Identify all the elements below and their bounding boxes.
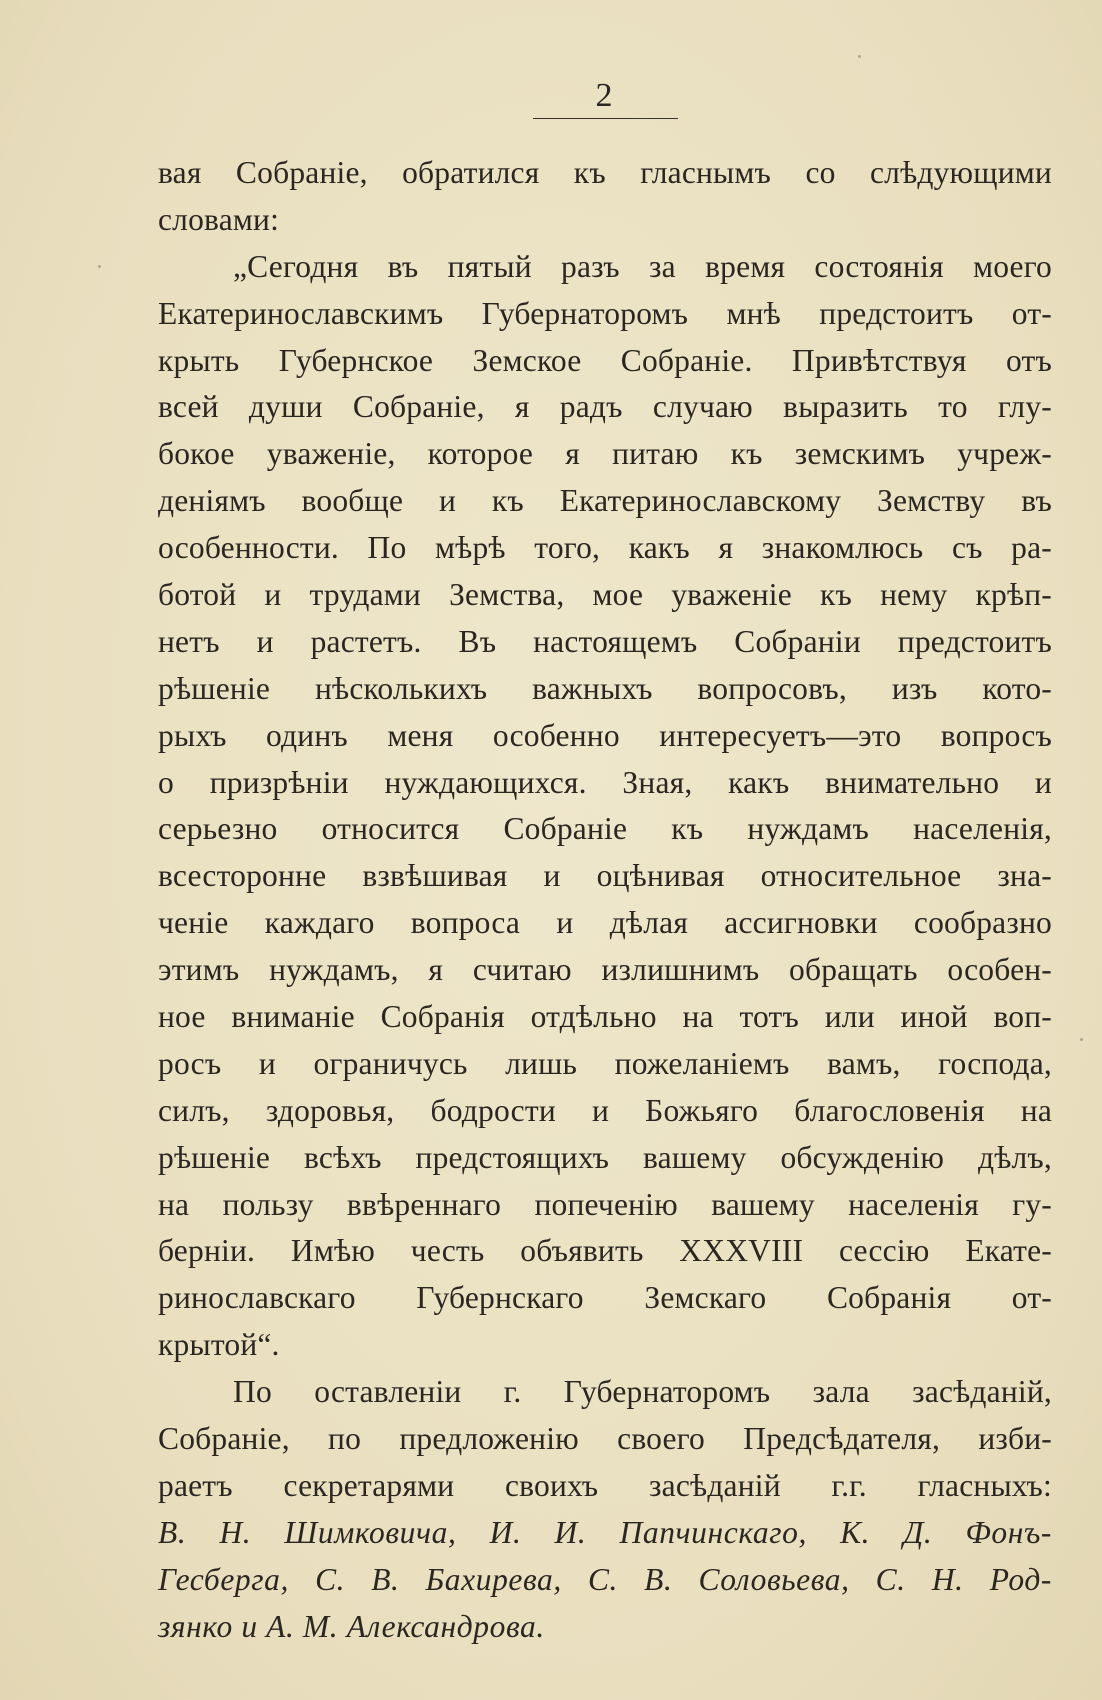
- secretaries-line-1: В. Н. Шимковича, И. И. Папчинскаго, К. Д. Фонъ-: [158, 1514, 1052, 1550]
- text-line-24: берніи. Имѣю честь объявить XXXVIII сессію Екате-: [158, 1233, 1052, 1269]
- text-line-10: ботой и трудами Земства, мое уваженіе къ нему крѣп-: [158, 577, 1052, 613]
- text-line-18: этимъ нуждамъ, я считаю излишнимъ обращать особен-: [158, 952, 1052, 988]
- text-line-21: силъ, здоровья, бодрости и Божьяго благословенія на: [158, 1092, 1052, 1128]
- text-line-23: на пользу ввѣреннаго попеченію вашему населенія гу-: [158, 1186, 1052, 1222]
- page-number: 2: [595, 77, 613, 114]
- secretaries-line-3: зянко и А. М. Александрова.: [158, 1608, 545, 1644]
- text-line-8: деніямъ вообще и къ Екатеринославскому Земству въ: [158, 483, 1052, 519]
- text-line-9: особенности. По мѣрѣ того, какъ я знакомлюсь съ ра-: [158, 530, 1052, 566]
- paper-speck: [98, 265, 101, 268]
- text-line-13: рыхъ одинъ меня особенно интересуетъ—это вопросъ: [158, 717, 1052, 753]
- text-line-26: крытой“.: [158, 1327, 280, 1363]
- text-line-22: рѣшеніе всѣхъ предстоящихъ вашему обсужденію дѣлъ,: [158, 1139, 1052, 1175]
- text-line-20: росъ и ограничусь лишь пожеланіемъ вамъ, господа,: [158, 1045, 1052, 1081]
- text-line-1: вая Собраніе, обратился къ гласнымъ со слѣдующими: [158, 155, 1052, 190]
- text-line-29: раетъ секретарями своихъ засѣданій г.г. гласныхъ:: [158, 1467, 1052, 1503]
- text-line-16: всесторонне взвѣшивая и оцѣнивая относительное зна-: [158, 858, 1052, 894]
- paper-speck: [858, 55, 861, 58]
- page-number-rule: [533, 118, 678, 119]
- paper-speck: [1080, 1038, 1083, 1041]
- body-text: [158, 150, 1052, 1651]
- text-line-2: словами:: [158, 201, 280, 237]
- text-line-11: нетъ и растетъ. Въ настоящемъ Собраніи предстоитъ: [158, 623, 1052, 659]
- text-line-3: „Сегодня въ пятый разъ за время состоянія моего: [233, 248, 1052, 284]
- text-line-6: всей души Собраніе, я радъ случаю выразить то глу-: [158, 389, 1052, 425]
- secretaries-line-2: Гесберга, С. В. Бахирева, С. В. Соловьева, С. Н. Род-: [158, 1561, 1052, 1597]
- text-line-5: крыть Губернское Земское Собраніе. Привѣтствуя отъ: [158, 342, 1052, 378]
- text-line-14: о призрѣніи нуждающихся. Зная, какъ внимательно и: [158, 764, 1052, 800]
- text-line-17: ченіе каждаго вопроса и дѣлая ассигновки сообразно: [158, 905, 1052, 941]
- text-line-25: ринославскаго Губернскаго Земскаго Собранія от-: [158, 1280, 1052, 1316]
- text-line-28: Собраніе, по предложенію своего Предсѣдателя, изби-: [158, 1421, 1052, 1457]
- text-line-19: ное вниманіе Собранія отдѣльно на тотъ или иной воп-: [158, 999, 1052, 1035]
- text-line-4: Екатеринославскимъ Губернаторомъ мнѣ предстоитъ от-: [158, 295, 1052, 331]
- text-line-27: По оставленіи г. Губернаторомъ зала засѣданій,: [233, 1374, 1052, 1410]
- text-line-7: бокое уваженіе, которое я питаю къ земскимъ учреж-: [158, 436, 1052, 472]
- text-line-12: рѣшеніе нѣсколькихъ важныхъ вопросовъ, изъ кото-: [158, 670, 1052, 706]
- text-line-15: серьезно относится Собраніе къ нуждамъ населенія,: [158, 811, 1052, 847]
